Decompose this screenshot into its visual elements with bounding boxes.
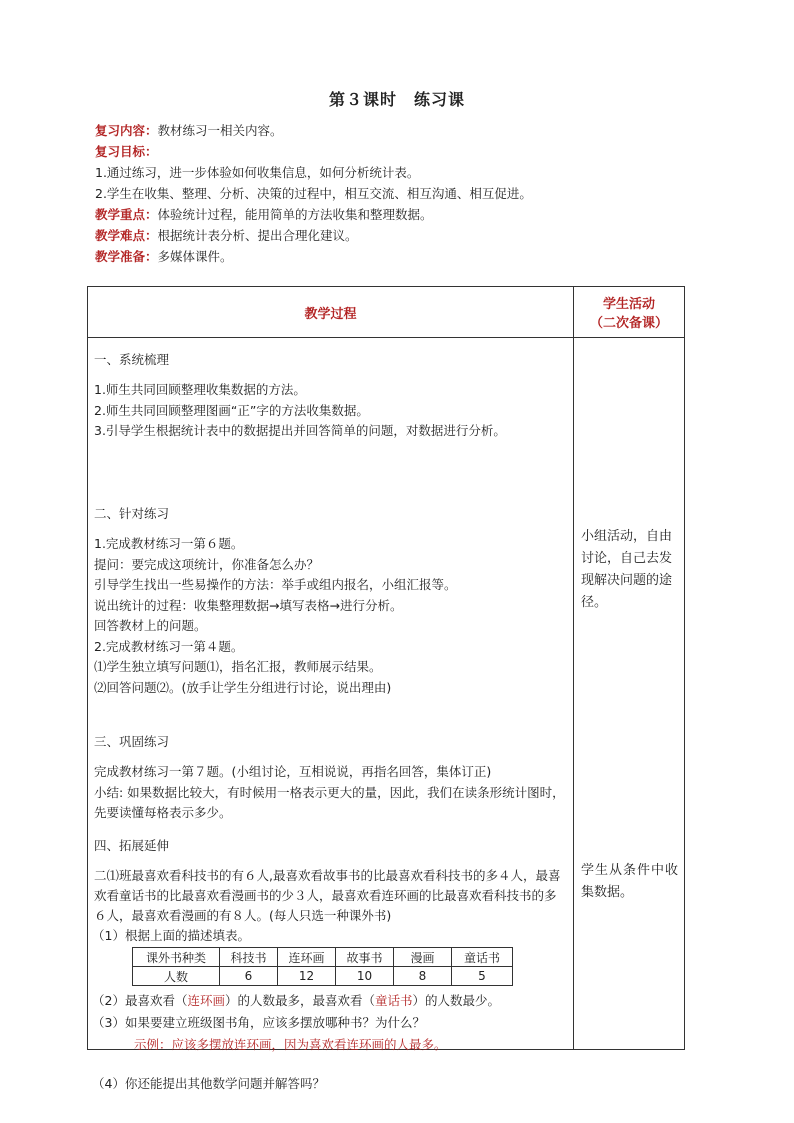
s1-line-3: 3.引导学生根据统计表中的数据提出并回答简单的问题，对数据进行分析。 (94, 423, 506, 438)
lesson-table (87, 286, 685, 1091)
s4-problem-text: 二⑴班最喜欢看科技书的有６人,最喜欢看故事书的比最喜欢看科技书的多４人，最喜欢看童话书的比最喜欢看漫画书的少３人，最喜欢看连环画的比最喜欢看科技书的多６人，最喜欢看漫画的有８人。(每人只选一种课外书) (94, 868, 561, 923)
section-1 (94, 350, 567, 371)
section-2 (94, 504, 567, 525)
goal-2: 2.学生在收集、整理、分析、决策的过程中，相互交流、相互沟通、相互促进。 (95, 186, 532, 201)
goals-line (95, 141, 715, 162)
review-content-line (95, 120, 715, 141)
goal-1: 1.通过练习，进一步体验如何收集信息，如何分析统计表。 (95, 165, 420, 180)
question-3: （3）如果要建立班级图书角，应该多摆放哪种书？为什么？ (92, 1015, 425, 1030)
section-4-title: 四、拓展延伸 (94, 838, 170, 853)
s3-summary: 小结: 如果数据比较大，有时候用一格表示更大的量，因此，我们在读条形统计图时，先要读懂每格表示多少。 (94, 784, 565, 820)
preparation-text: 多媒体课件。 (157, 249, 233, 264)
process-cell (88, 338, 574, 1091)
section-3 (94, 732, 567, 753)
section-4-questions (94, 990, 567, 1056)
key-point-label: 教学重点： (95, 207, 158, 222)
s1-line-1: 1.师生共同回顾整理收集数据的方法。 (94, 382, 306, 397)
difficulty-line (95, 225, 715, 246)
s2-line-2: 提问：要完成这项统计，你准备怎么办？ (94, 556, 320, 572)
s2-line-1: 1.完成教材练习一第６题。 (94, 536, 244, 551)
key-point-text: 体验统计过程，能用简单的方法收集和整理数据。 (157, 207, 433, 222)
student-note-1: 小组活动，自由讨论，自己去发现解决问题的途径。 (581, 529, 673, 610)
student-note-2: 学生从条件中收集数据。 (581, 863, 678, 900)
table-cell: 科技书 (220, 948, 278, 967)
table-row (133, 967, 513, 986)
header-second-prep: （二次备课） (589, 316, 668, 331)
key-point-line (95, 204, 715, 225)
s3-line-1: 完成教材练习一第７题。(小组讨论，互相说说，再指名回答，集体订正) (94, 764, 492, 779)
section-1-title: 一、系统梳理 (94, 352, 170, 367)
q2-answer-2: 童话书 (375, 993, 413, 1008)
table-cell: 人数 (133, 967, 220, 986)
question-1: （1）根据上面的描述填表。 (92, 928, 250, 943)
table-cell: 漫画 (394, 948, 452, 967)
s2-line-3: 引导学生找出一些易操作的方法：举手或组内报名，小组汇报等。 (94, 577, 457, 592)
section-2-title: 二、针对练习 (94, 506, 170, 521)
lesson-meta (95, 120, 715, 267)
s2-line-5: 回答教材上的问题。 (94, 618, 207, 633)
goals-label: 复习目标： (95, 144, 158, 159)
section-3-title: 三、巩固练习 (94, 734, 170, 749)
table-cell: 课外书种类 (133, 948, 220, 967)
book-survey-table (132, 947, 513, 986)
question-4: （4）你还能提出其他数学问题并解答吗？ (92, 1076, 325, 1091)
section-1-body (94, 380, 567, 442)
section-4 (94, 836, 567, 857)
header-student-cell (574, 287, 685, 338)
table-cell: 12 (278, 967, 336, 986)
section-4-last (94, 1074, 567, 1095)
s2-line-8: ⑵回答问题⑵。(放手让学生分组进行讨论，说出理由) (94, 679, 392, 695)
table-cell: 10 (336, 967, 394, 986)
s2-line-4: 说出统计的过程：收集整理数据→填写表格→进行分析。 (94, 597, 403, 613)
q2-pre: （2）最喜欢看（ (92, 993, 188, 1008)
preparation-line (95, 246, 715, 267)
header-process-cell (88, 287, 574, 338)
s1-line-2: 2.师生共同回顾整理图画“正”字的方法收集数据。 (94, 402, 369, 418)
table-cell: 连环画 (278, 948, 336, 967)
section-3-body (94, 762, 567, 824)
q2-mid: ）的人数最多，最喜欢看（ (224, 993, 375, 1008)
s2-line-7: ⑴学生独立填写问题⑴，指名汇报，教师展示结果。 (94, 659, 382, 674)
question-3-example: 示例：应该多摆放连环画，因为喜欢看连环画的人最多。 (134, 1037, 447, 1052)
review-content-label: 复习内容： (95, 123, 158, 138)
page-title: 第３课时 练习课 (328, 90, 465, 109)
question-2 (92, 990, 567, 1012)
q2-answer-1: 连环画 (187, 993, 225, 1008)
student-activity-cell (574, 338, 685, 1050)
s2-line-6: 2.完成教材练习一第４题。 (94, 638, 244, 654)
header-student-activity: 学生活动 (602, 297, 655, 312)
section-4-body (94, 866, 567, 946)
difficulty-label: 教学难点： (95, 228, 158, 243)
preparation-label: 教学准备： (95, 249, 158, 264)
table-cell: 故事书 (336, 948, 394, 967)
table-cell: 8 (394, 967, 452, 986)
difficulty-text: 根据统计表分析、提出合理化建议。 (157, 228, 358, 243)
table-cell: 童话书 (452, 948, 513, 967)
table-cell: 5 (452, 967, 513, 986)
header-process: 教学过程 (304, 306, 357, 322)
table-row (133, 948, 513, 967)
review-content-text: 教材练习一相关内容。 (157, 123, 283, 138)
section-2-body (94, 534, 567, 698)
q2-post: ）的人数最少。 (412, 993, 501, 1008)
table-cell: 6 (220, 967, 278, 986)
